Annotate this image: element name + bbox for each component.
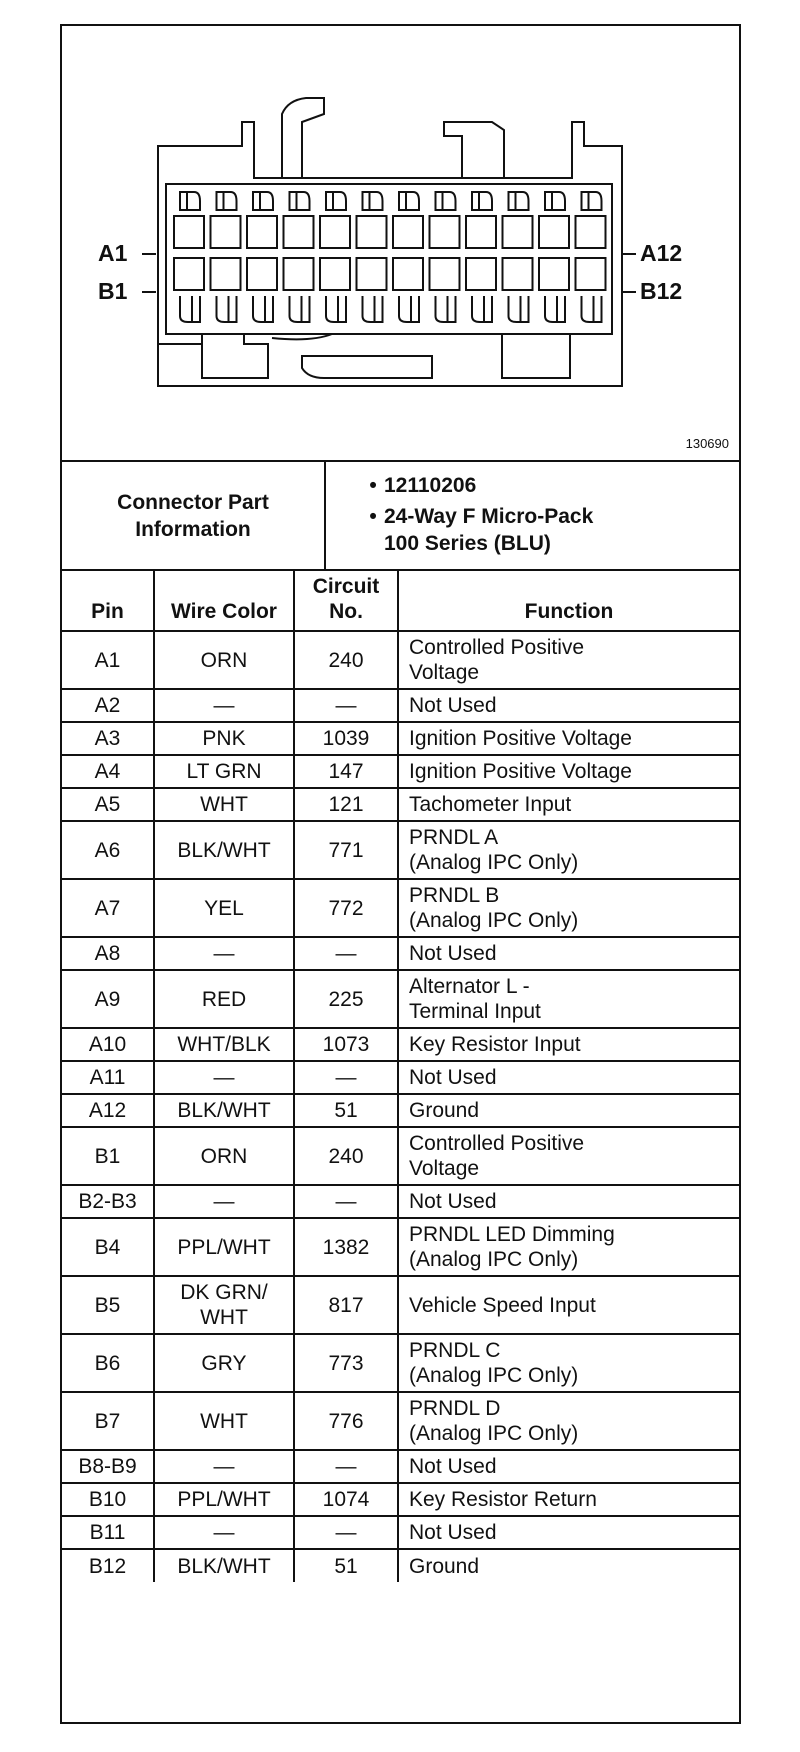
cavity-latch-bottom bbox=[399, 296, 419, 322]
cell-function: Not Used bbox=[398, 1061, 739, 1094]
cell-function: PRNDL D (Analog IPC Only) bbox=[398, 1392, 739, 1450]
cell-pin: A4 bbox=[62, 755, 154, 788]
cell-function: Key Resistor Input bbox=[398, 1028, 739, 1061]
table-row bbox=[62, 1516, 739, 1549]
table-row bbox=[62, 937, 739, 970]
cavity-row-b bbox=[466, 258, 496, 290]
cell-pin: B5 bbox=[62, 1276, 154, 1334]
cell-circuit: — bbox=[294, 1061, 398, 1094]
bottom-right-key bbox=[502, 334, 570, 378]
cavity-latch-top bbox=[472, 192, 492, 210]
right-latch bbox=[444, 122, 504, 178]
bullet-icon: • bbox=[369, 474, 377, 497]
cavity-row-a bbox=[576, 216, 606, 248]
cavity-latch-top bbox=[399, 192, 419, 210]
table-row bbox=[62, 1549, 739, 1582]
cell-pin: A2 bbox=[62, 689, 154, 722]
cell-pin: B8-B9 bbox=[62, 1450, 154, 1483]
cavity-row-a bbox=[211, 216, 241, 248]
cell-function: PRNDL A (Analog IPC Only) bbox=[398, 821, 739, 879]
table-row bbox=[62, 970, 739, 1028]
pin-cavity-group bbox=[174, 192, 606, 322]
cavity-row-a bbox=[284, 216, 314, 248]
cavity-row-a bbox=[539, 216, 569, 248]
table-row bbox=[62, 1218, 739, 1276]
cell-circuit: 772 bbox=[294, 879, 398, 937]
cavity-latch-top bbox=[217, 192, 237, 210]
cell-circuit: — bbox=[294, 1185, 398, 1218]
bottom-left-key bbox=[202, 334, 268, 378]
cavity-row-a bbox=[174, 216, 204, 248]
table-row bbox=[62, 1094, 739, 1127]
cell-pin: B1 bbox=[62, 1127, 154, 1185]
cell-pin: A10 bbox=[62, 1028, 154, 1061]
table-row bbox=[62, 755, 739, 788]
cavity-row-b bbox=[576, 258, 606, 290]
table-row bbox=[62, 1276, 739, 1334]
cell-pin: A6 bbox=[62, 821, 154, 879]
cell-function: Controlled Positive Voltage bbox=[398, 1127, 739, 1185]
cavity-latch-top bbox=[180, 192, 200, 210]
connector-part-info bbox=[62, 462, 739, 571]
cell-circuit: 121 bbox=[294, 788, 398, 821]
info-heading bbox=[62, 462, 326, 569]
cell-wire-color: BLK/WHT bbox=[154, 821, 294, 879]
cavity-row-a bbox=[466, 216, 496, 248]
bottom-slot bbox=[302, 356, 432, 378]
label-b-last: B12 bbox=[640, 278, 683, 304]
cell-wire-color: RED bbox=[154, 970, 294, 1028]
table-row bbox=[62, 1334, 739, 1392]
figure-id: 130690 bbox=[685, 436, 729, 451]
left-pointer-lines bbox=[142, 254, 156, 292]
cell-wire-color: — bbox=[154, 937, 294, 970]
cavity-row-b bbox=[174, 258, 204, 290]
cavity-row-a bbox=[393, 216, 423, 248]
cell-pin: B2-B3 bbox=[62, 1185, 154, 1218]
cell-circuit: 776 bbox=[294, 1392, 398, 1450]
cavity-latch-bottom bbox=[363, 296, 383, 322]
cell-pin: A11 bbox=[62, 1061, 154, 1094]
bullet-icon: • bbox=[369, 505, 377, 528]
cell-pin: A5 bbox=[62, 788, 154, 821]
cell-pin: A1 bbox=[62, 631, 154, 689]
cell-function: Not Used bbox=[398, 1516, 739, 1549]
cell-wire-color: — bbox=[154, 1185, 294, 1218]
cell-pin: B7 bbox=[62, 1392, 154, 1450]
header-circuit: Circuit No. bbox=[294, 571, 398, 631]
cell-function: PRNDL LED Dimming (Analog IPC Only) bbox=[398, 1218, 739, 1276]
cell-wire-color: — bbox=[154, 689, 294, 722]
cavity-row-b bbox=[430, 258, 460, 290]
table-row bbox=[62, 722, 739, 755]
header-wire-color: Wire Color bbox=[154, 571, 294, 631]
cavity-latch-bottom bbox=[326, 296, 346, 322]
description-line2: 100 Series (BLU) bbox=[384, 532, 551, 555]
cell-circuit: 51 bbox=[294, 1094, 398, 1127]
pinout-table bbox=[62, 571, 739, 1582]
cell-function: PRNDL B (Analog IPC Only) bbox=[398, 879, 739, 937]
header-function: Function bbox=[398, 571, 739, 631]
cavity-latch-bottom bbox=[436, 296, 456, 322]
cell-circuit: 240 bbox=[294, 631, 398, 689]
cell-circuit: 771 bbox=[294, 821, 398, 879]
cell-circuit: 1039 bbox=[294, 722, 398, 755]
housing-outline bbox=[158, 122, 622, 386]
cavity-row-b bbox=[539, 258, 569, 290]
left-latch bbox=[282, 98, 324, 178]
cavity-latch-bottom bbox=[545, 296, 565, 322]
cell-pin: B12 bbox=[62, 1549, 154, 1582]
table-row bbox=[62, 788, 739, 821]
cell-wire-color: BLK/WHT bbox=[154, 1549, 294, 1582]
cavity-row-a bbox=[503, 216, 533, 248]
connector-face-diagram bbox=[62, 26, 739, 462]
cell-circuit: — bbox=[294, 1450, 398, 1483]
cell-circuit: 51 bbox=[294, 1549, 398, 1582]
cavity-row-a bbox=[247, 216, 277, 248]
cell-function: Vehicle Speed Input bbox=[398, 1276, 739, 1334]
cell-circuit: 1074 bbox=[294, 1483, 398, 1516]
cavity-latch-top bbox=[290, 192, 310, 210]
cavity-latch-top bbox=[582, 192, 602, 210]
right-pointer-lines bbox=[622, 254, 636, 292]
cavity-latch-top bbox=[326, 192, 346, 210]
cavity-row-a bbox=[430, 216, 460, 248]
table-row bbox=[62, 1061, 739, 1094]
table-row bbox=[62, 1450, 739, 1483]
cell-function: Not Used bbox=[398, 1185, 739, 1218]
cell-circuit: — bbox=[294, 937, 398, 970]
cell-pin: B11 bbox=[62, 1516, 154, 1549]
label-b-first: B1 bbox=[98, 278, 128, 304]
cavity-latch-top bbox=[363, 192, 383, 210]
cavity-latch-bottom bbox=[509, 296, 529, 322]
cavity-row-a bbox=[320, 216, 350, 248]
cell-function: Alternator L - Terminal Input bbox=[398, 970, 739, 1028]
cell-pin: B6 bbox=[62, 1334, 154, 1392]
table-row bbox=[62, 631, 739, 689]
label-a-last: A12 bbox=[640, 240, 683, 266]
connector-drawing bbox=[62, 26, 739, 460]
cavity-row-b bbox=[320, 258, 350, 290]
cavity-row-b bbox=[211, 258, 241, 290]
header-pin: Pin bbox=[62, 571, 154, 631]
cavity-row-a bbox=[357, 216, 387, 248]
cavity-latch-bottom bbox=[217, 296, 237, 322]
table-row bbox=[62, 821, 739, 879]
table-row bbox=[62, 689, 739, 722]
cell-wire-color: GRY bbox=[154, 1334, 294, 1392]
cell-wire-color: DK GRN/ WHT bbox=[154, 1276, 294, 1334]
cell-pin: A8 bbox=[62, 937, 154, 970]
info-heading-line2: Information bbox=[135, 517, 251, 541]
cell-function: PRNDL C (Analog IPC Only) bbox=[398, 1334, 739, 1392]
cavity-row-b bbox=[247, 258, 277, 290]
cell-wire-color: WHT bbox=[154, 1392, 294, 1450]
cell-function: Tachometer Input bbox=[398, 788, 739, 821]
cavity-row-b bbox=[503, 258, 533, 290]
cell-pin: A7 bbox=[62, 879, 154, 937]
cell-function: Ignition Positive Voltage bbox=[398, 722, 739, 755]
connector-sheet bbox=[60, 24, 741, 1724]
cell-circuit: — bbox=[294, 1516, 398, 1549]
cell-wire-color: ORN bbox=[154, 1127, 294, 1185]
cell-circuit: 1073 bbox=[294, 1028, 398, 1061]
table-row bbox=[62, 1483, 739, 1516]
cavity-latch-bottom bbox=[472, 296, 492, 322]
cell-pin: B10 bbox=[62, 1483, 154, 1516]
cell-wire-color: YEL bbox=[154, 879, 294, 937]
table-row bbox=[62, 1127, 739, 1185]
cell-function: Controlled Positive Voltage bbox=[398, 631, 739, 689]
info-details bbox=[326, 472, 593, 557]
cell-function: Ground bbox=[398, 1549, 739, 1582]
cell-function: Not Used bbox=[398, 689, 739, 722]
cell-function: Ignition Positive Voltage bbox=[398, 755, 739, 788]
cell-wire-color: WHT bbox=[154, 788, 294, 821]
cell-function: Key Resistor Return bbox=[398, 1483, 739, 1516]
table-row bbox=[62, 1392, 739, 1450]
cell-pin: A12 bbox=[62, 1094, 154, 1127]
label-a-first: A1 bbox=[98, 240, 128, 266]
cell-circuit: 773 bbox=[294, 1334, 398, 1392]
table-row bbox=[62, 1185, 739, 1218]
cavity-row-b bbox=[393, 258, 423, 290]
cell-pin: A9 bbox=[62, 970, 154, 1028]
cell-circuit: 1382 bbox=[294, 1218, 398, 1276]
cavity-latch-top bbox=[253, 192, 273, 210]
part-number: 12110206 bbox=[384, 474, 477, 497]
cavity-latch-bottom bbox=[253, 296, 273, 322]
cavity-row-b bbox=[357, 258, 387, 290]
cell-circuit: 817 bbox=[294, 1276, 398, 1334]
cell-wire-color: PNK bbox=[154, 722, 294, 755]
cell-wire-color: — bbox=[154, 1516, 294, 1549]
cavity-latch-top bbox=[436, 192, 456, 210]
cell-wire-color: — bbox=[154, 1061, 294, 1094]
cell-function: Ground bbox=[398, 1094, 739, 1127]
info-heading-line1: Connector Part bbox=[117, 490, 269, 514]
table-header-row bbox=[62, 571, 739, 631]
description-line1: 24-Way F Micro-Pack bbox=[384, 505, 594, 528]
cell-circuit: 240 bbox=[294, 1127, 398, 1185]
cavity-latch-bottom bbox=[290, 296, 310, 322]
cavity-latch-bottom bbox=[582, 296, 602, 322]
cell-pin: A3 bbox=[62, 722, 154, 755]
cell-wire-color: BLK/WHT bbox=[154, 1094, 294, 1127]
cell-pin: B4 bbox=[62, 1218, 154, 1276]
table-row bbox=[62, 879, 739, 937]
cell-circuit: 147 bbox=[294, 755, 398, 788]
table-row bbox=[62, 1028, 739, 1061]
cavity-row-b bbox=[284, 258, 314, 290]
cell-circuit: 225 bbox=[294, 970, 398, 1028]
cell-wire-color: LT GRN bbox=[154, 755, 294, 788]
cavity-latch-top bbox=[545, 192, 565, 210]
cavity-latch-bottom bbox=[180, 296, 200, 322]
cell-wire-color: ORN bbox=[154, 631, 294, 689]
cell-circuit: — bbox=[294, 689, 398, 722]
cavity-latch-top bbox=[509, 192, 529, 210]
cell-wire-color: PPL/WHT bbox=[154, 1483, 294, 1516]
cell-wire-color: PPL/WHT bbox=[154, 1218, 294, 1276]
cell-function: Not Used bbox=[398, 1450, 739, 1483]
cell-wire-color: — bbox=[154, 1450, 294, 1483]
cell-function: Not Used bbox=[398, 937, 739, 970]
cell-wire-color: WHT/BLK bbox=[154, 1028, 294, 1061]
